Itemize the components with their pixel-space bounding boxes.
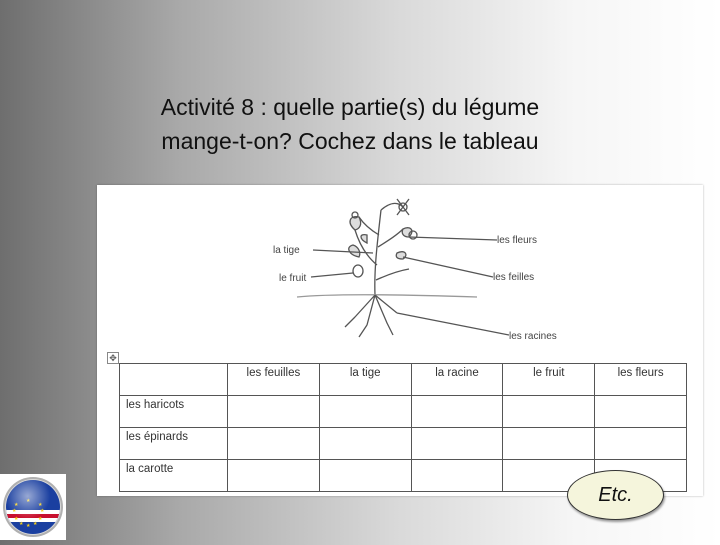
check-cell[interactable] [319, 428, 411, 460]
col-header-fruit: le fruit [503, 364, 595, 396]
check-cell[interactable] [595, 428, 687, 460]
check-cell[interactable] [319, 396, 411, 428]
cape-verde-flag-logo [0, 474, 66, 540]
check-cell[interactable] [503, 428, 595, 460]
row-label-epinards: les épinards [120, 428, 228, 460]
table-row [120, 428, 687, 460]
col-header-tige: la tige [319, 364, 411, 396]
worksheet-image [97, 185, 703, 496]
col-header-feuilles: les feuilles [228, 364, 320, 396]
label-fruit: le fruit [279, 273, 307, 284]
row-label-carotte: la carotte [120, 460, 228, 492]
plant-diagram [97, 185, 703, 350]
table-corner-cell [120, 364, 228, 396]
check-cell[interactable] [503, 396, 595, 428]
etc-badge: Etc. [567, 470, 664, 520]
table-row [120, 396, 687, 428]
label-feuilles: les feilles [493, 272, 535, 283]
table-header-row [120, 364, 687, 396]
check-cell[interactable] [228, 396, 320, 428]
check-cell[interactable] [319, 460, 411, 492]
check-cell[interactable] [228, 460, 320, 492]
label-tige: la tige [273, 245, 300, 256]
col-header-fleurs: les fleurs [595, 364, 687, 396]
check-cell[interactable] [595, 396, 687, 428]
check-cell[interactable] [228, 428, 320, 460]
check-cell[interactable] [411, 428, 503, 460]
title-line-2: mange-t-on? Cochez dans le tableau [161, 128, 539, 154]
move-handle-icon[interactable]: ✥ [107, 352, 119, 364]
check-cell[interactable] [411, 460, 503, 492]
check-cell[interactable] [411, 396, 503, 428]
title-line-1: Activité 8 : quelle partie(s) du légume [160, 94, 540, 120]
row-label-haricots: les haricots [120, 396, 228, 428]
label-fleurs: les fleurs [497, 235, 538, 246]
slide-title [70, 90, 630, 158]
label-racines: les racines [509, 331, 557, 342]
col-header-racine: la racine [411, 364, 503, 396]
